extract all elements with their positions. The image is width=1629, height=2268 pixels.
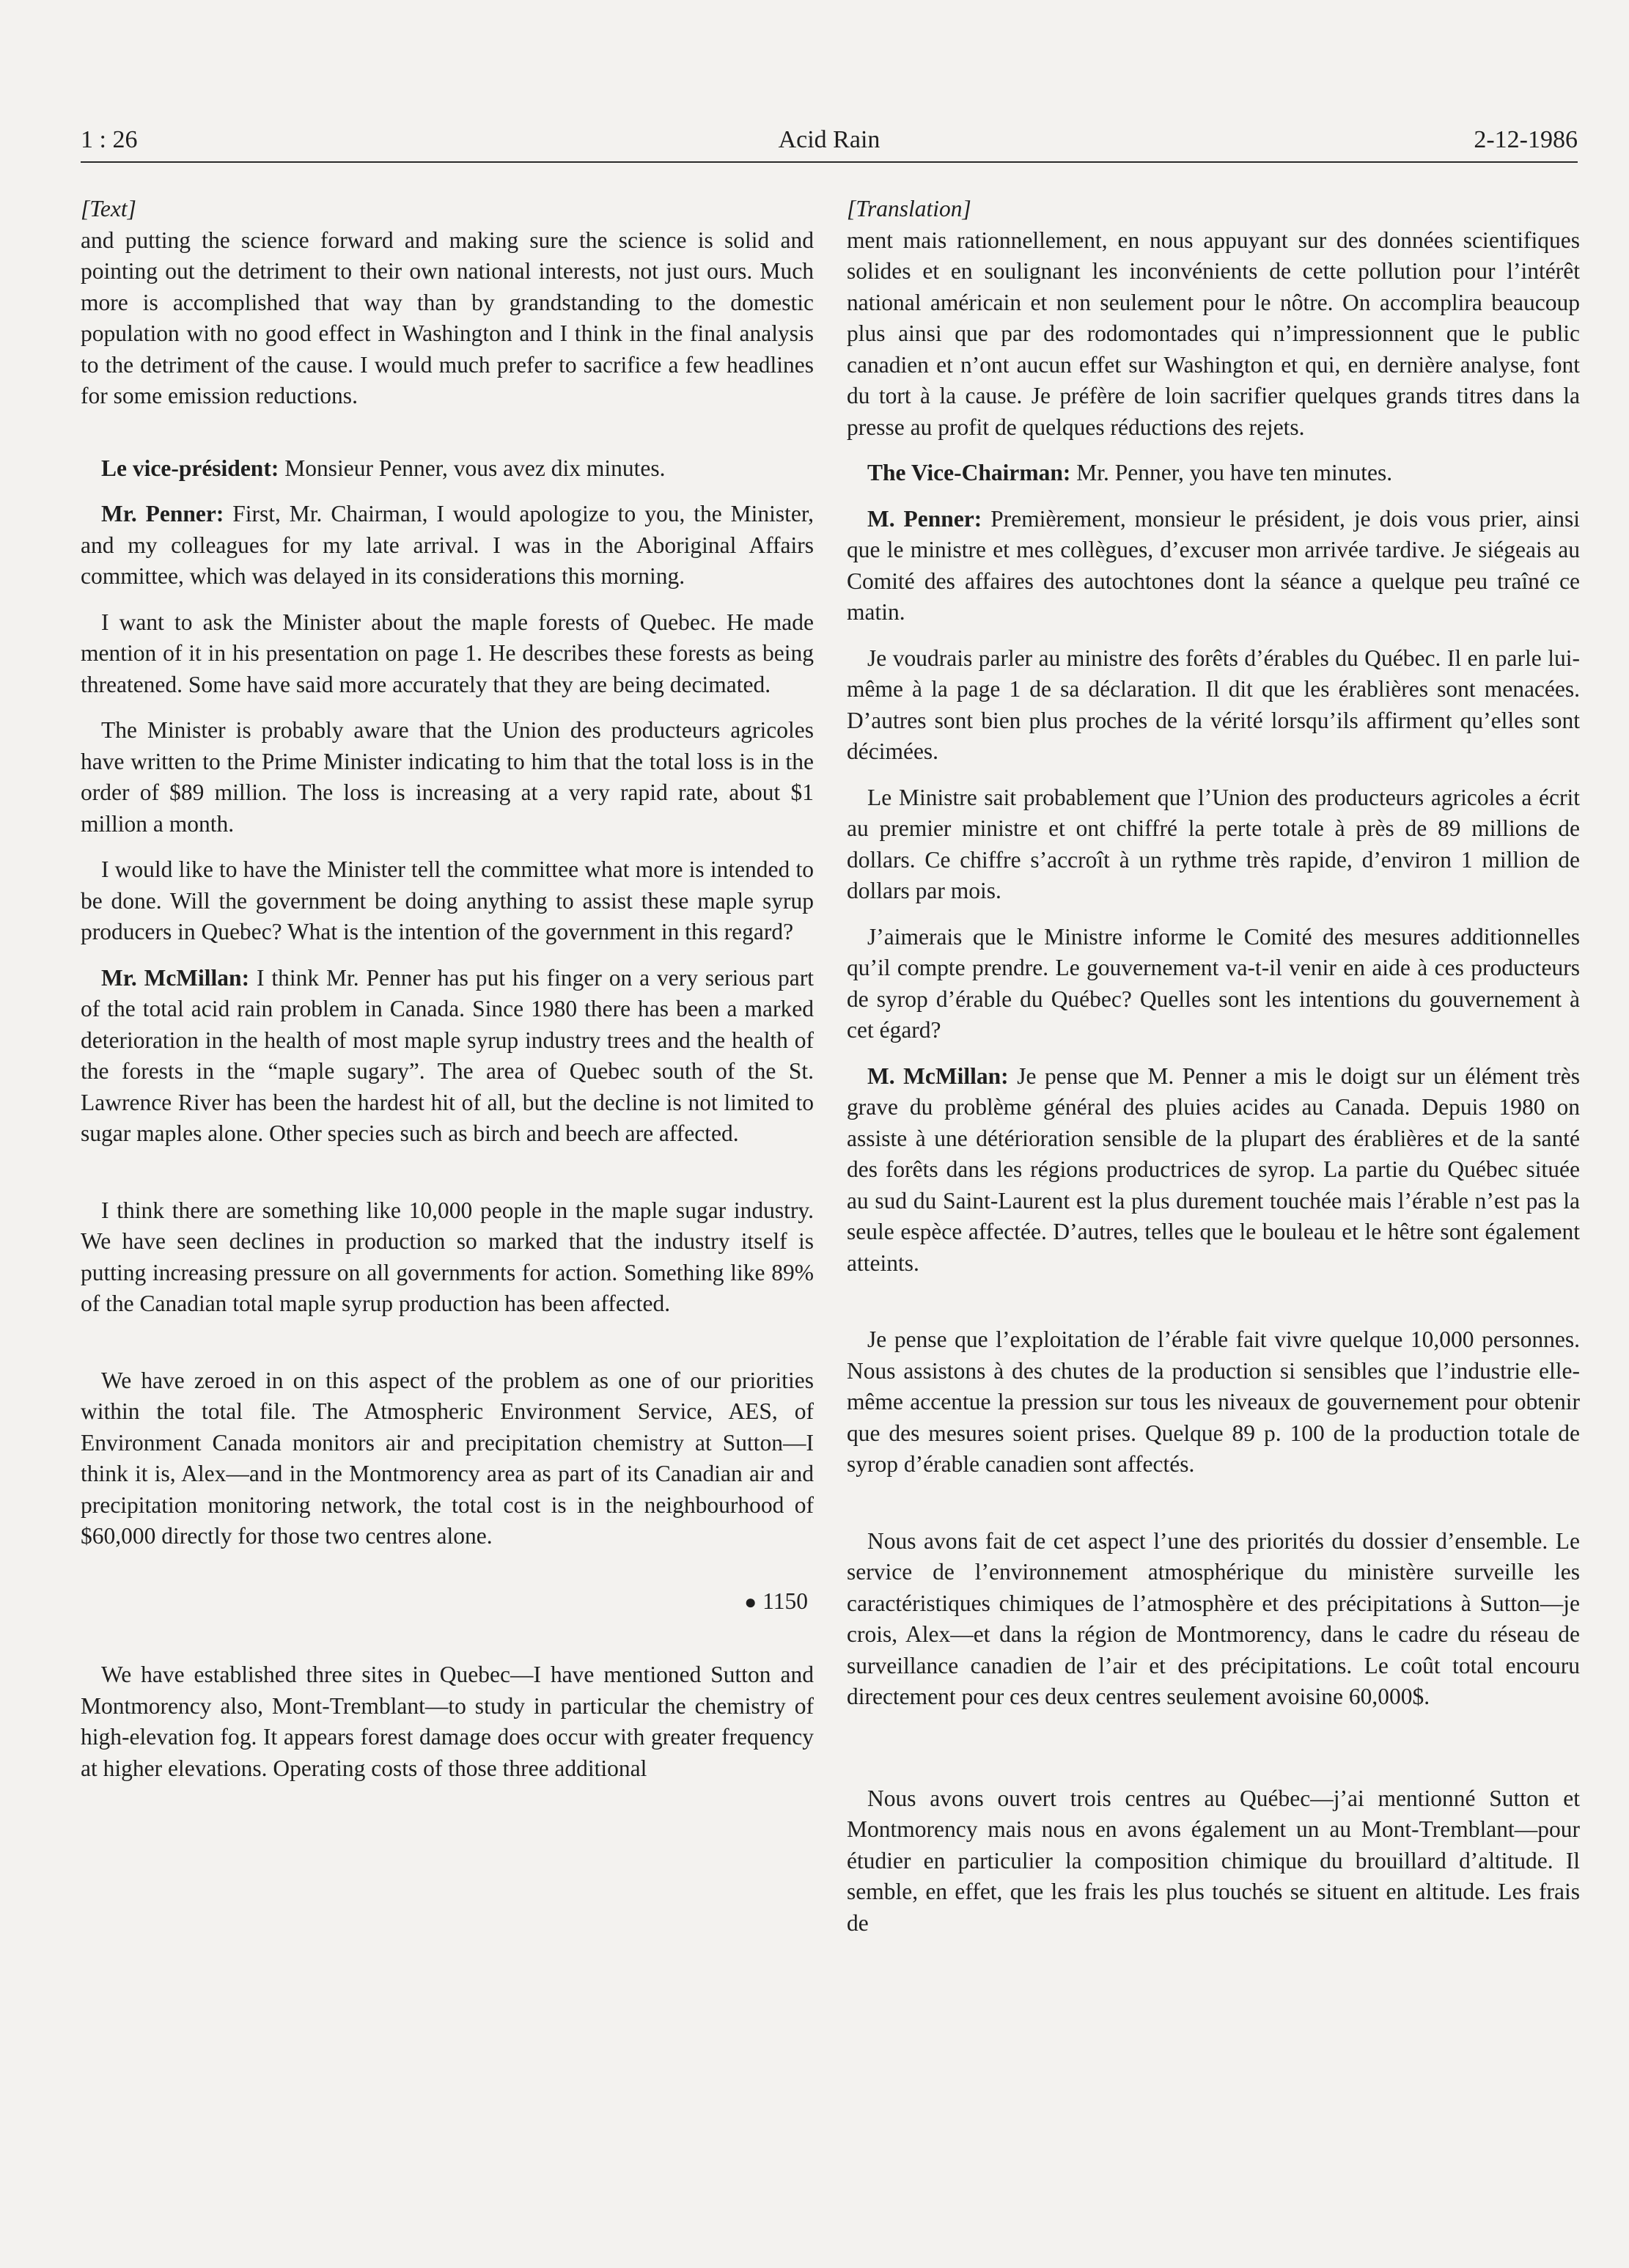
column-label-text: [Text] (81, 196, 136, 221)
paragraph (81, 499, 814, 592)
column-label-translation: [Translation] (847, 196, 971, 221)
speech-text: Monsieur Penner, vous avez dix minutes. (279, 455, 666, 481)
speech-text: Je pense que M. Penner a mis le doigt sur un élément très grave du problème général des pluies acides au Canada. Depuis 1980 on assiste à une détérioration sensible de la plupart des érablières et de la santé des forêts dans les régions productrices de syrop. La partie du Québec située au sud du Saint-Laurent est la plus durement touchée mais l’érable n’est pas la seule espèce affectée. D’autres, telles que le bouleau et le hêtre sont également atteints. (847, 1063, 1580, 1276)
paragraph: Je pense que l’exploitation de l’érable fait vivre quelque 10,000 personnes. Nous assistons à des chutes de la production si sensibles que l’industrie elle-même accentue la pression sur tous les niveaux de gouvernement pour obtenir que des mesures soient prises. Quelque 89 p. 100 de la production totale de syrop d’érable canadien sont affectés. (847, 1326, 1580, 1477)
paragraph: J’aimerais que le Ministre informe le Comité des mesures additionnelles qu’il compte prendre. Le gouvernement va-t-il venir en aide à ces producteurs de syrop d’érable du Québec? Quelles sont les intentions du gouvernement à cet égard? (847, 923, 1580, 1043)
paragraph: We have established three sites in Quebec—I have mentioned Sutton and Montmorency also, Mont-Tremblant—to study in particular the chemistry of high-elevation fog. It appears forest damage does occur with greater frequency at higher elevations. Operating costs of those three additional (81, 1662, 814, 1781)
speaker-name: Mr. Penner: (101, 501, 224, 526)
paragraph: Je voudrais parler au ministre des forêts d’érables du Québec. Il en parle lui-même à la page 1 de sa déclaration. Il dit que les érablières sont menacées. D’autres sont bien plus proches de la vérité lorsqu’ils affirment qu’elles sont décimées. (847, 645, 1580, 764)
paragraph (847, 504, 1580, 628)
bullet-icon: ● (744, 1590, 757, 1614)
speech-text: Premièrement, monsieur le président, je dois vous prier, ainsi que le ministre et mes collègues, d’excuser mon arrivée tardive. Je siégeais au Comité des affaires des autochtones dont la séance a quelque peu traîné ce matin. (847, 505, 1580, 625)
sitting-date: 2-12-1986 (1474, 126, 1578, 153)
speaker-name: M. McMillan: (867, 1063, 1009, 1089)
speech-text: Mr. Penner, you have ten minutes. (1070, 460, 1393, 485)
paragraph: I want to ask the Minister about the maple forests of Quebec. He made mention of it in his presentation on page 1. He describes these forests as being threatened. Some have said more accurately that they are being decimated. (81, 609, 814, 697)
speech-text: First, Mr. Chairman, I would apologize to you, the Minister, and my colleagues for my late arrival. I was in the Aboriginal Affairs committee, which was delayed in its considerations this morning. (81, 501, 814, 589)
paragraph: The Minister is probably aware that the Union des producteurs agricoles have written to the Prime Minister indicating to him that the total loss is in the order of $89 million. The loss is increasing at a very rapid rate, about $1 million a month. (81, 717, 814, 837)
paragraph (847, 458, 1580, 489)
paragraph (81, 963, 814, 1150)
french-column (847, 194, 1580, 2129)
paragraph: I would like to have the Minister tell the committee what more is intended to be done. Will the government be doing anything to assist these maple syrup producers in Quebec? What is the intention of the government in this regard? (81, 856, 814, 944)
time-stamp-value: 1150 (762, 1588, 808, 1614)
page-header (81, 126, 1578, 163)
header-rule (81, 161, 1578, 163)
page-number: 1 : 26 (81, 126, 138, 153)
paragraph: Le Ministre sait probablement que l’Union des producteurs agricoles a écrit au premier ministre et ont chiffré la perte totale à près de 89 millions de dollars. Ce chiffre s’accroît à un rythme très rapide, d’environ 1 million de dollars par mois. (847, 784, 1580, 903)
paragraph: We have zeroed in on this aspect of the problem as one of our priorities within the total file. The Atmospheric Environment Service, AES, of Environment Canada monitors air and precipitation chemistry at Sutton—I think it is, Alex—and in the Montmorency area as part of its Canadian air and precipitation monitoring network, the total cost is in the neighbourhood of $60,000 directly for those two centres alone. (81, 1367, 814, 1549)
paragraph: I think there are something like 10,000 people in the maple sugar industry. We have seen declines in production so marked that the industry itself is putting increasing pressure on all governments for action. Something like 89% of the Canadian total maple syrup production has been affected. (81, 1197, 814, 1316)
paragraph: Nous avons ouvert trois centres au Québec—j’ai mentionné Sutton et Montmorency mais nous en avons également un au Mont-Tremblant—pour étudier en particulier la composition chimique du brouillard d’altitude. Il semble, en effet, que les frais les plus touchés se situent en altitude. Les frais de (847, 1785, 1580, 1936)
paragraph: Nous avons fait de cet aspect l’une des priorités du dossier d’ensemble. Le service de l’environnement atmosphérique du ministère surveille les caractéristiques chimiques de l’atmosphère et des précipitations à Sutton—je crois, Alex—et dans la région de Montmorency, dans le cadre du réseau de surveillance canadien de l’air et des précipitations. Le coût total encouru directement pour ces deux centres seulement avoisine 60,000$. (847, 1527, 1580, 1709)
speaker-name: The Vice-Chairman: (867, 460, 1071, 485)
paragraph (81, 453, 814, 485)
english-column (81, 194, 814, 2129)
speaker-name: Mr. McMillan: (101, 964, 250, 991)
time-stamp (81, 1586, 814, 1619)
speaker-name: M. Penner: (867, 505, 982, 532)
paragraph: ment mais rationnellement, en nous appuyant sur des données scientifiques solides et en soulignant les inconvénients de cette pollution pour l’intérêt national américain et non seulement pour le nôtre. On accomplira beaucoup plus ainsi que par des rodomontades qui n’impressionnent que le public canadien et n’ont aucun effet sur Washington et qui, en dernière analyse, font du tort à la cause. Je préfère de loin sacrifier quelques grands titres dans la presse au profit de quelques réductions des rejets. (847, 227, 1580, 440)
speaker-name: Le vice-président: (101, 455, 279, 481)
paragraph (847, 1061, 1580, 1280)
speech-text: I think Mr. Penner has put his finger on a very serious part of the total acid rain problem in Canada. Since 1980 there has been a marked deterioration in the health of most maple syrup industry trees and the health of the forests in the “maple sugary”. The area of Quebec south of the St. Lawrence River has been the hardest hit of all, but the decline is not limited to sugar maples alone. Other species such as birch and beech are affected. (81, 964, 814, 1146)
paragraph: and putting the science forward and making sure the science is solid and pointing out the detriment to their own national interests, not just ours. Much more is accomplished that way than by grandstanding to the domestic population with no good effect in Washington and I think in the final analysis to the detriment of the cause. I would much prefer to sacrifice a few headlines for some emission reductions. (81, 227, 814, 408)
running-title: Acid Rain (778, 126, 880, 153)
